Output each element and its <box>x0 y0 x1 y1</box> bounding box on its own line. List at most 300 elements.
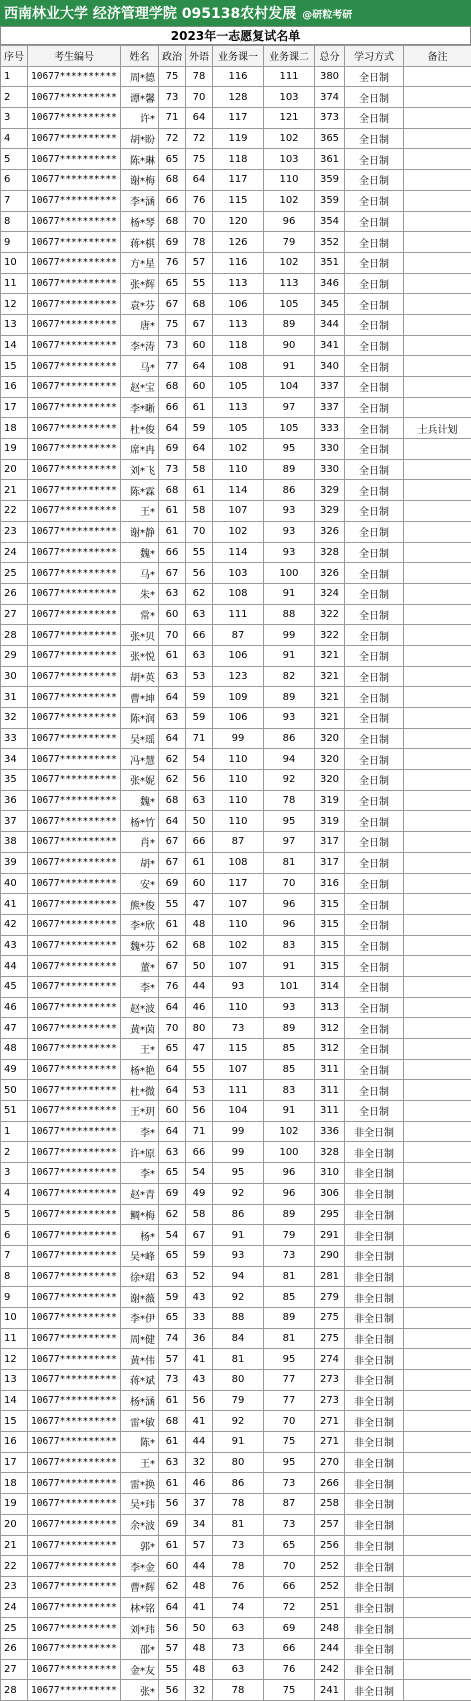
cell-course2: 83 <box>264 935 315 956</box>
cell-id: 10677********** <box>28 418 121 439</box>
cell-course2: 66 <box>264 1576 315 1597</box>
cell-seq: 42 <box>1 914 28 935</box>
cell-seq: 10 <box>1 252 28 273</box>
cell-course2: 101 <box>264 976 315 997</box>
cell-language: 66 <box>186 832 213 853</box>
cell-name: 杨*琴 <box>121 211 159 232</box>
cell-name: 李*欣 <box>121 914 159 935</box>
cell-seq: 20 <box>1 1514 28 1535</box>
table-row <box>1 149 471 170</box>
cell-politics: 66 <box>159 542 186 563</box>
table-row <box>1 1080 471 1101</box>
cell-politics: 60 <box>159 1556 186 1577</box>
cell-language: 52 <box>186 1266 213 1287</box>
cell-id: 10677********** <box>28 377 121 398</box>
cell-id: 10677********** <box>28 563 121 584</box>
cell-course2: 73 <box>264 1473 315 1494</box>
cell-course2: 78 <box>264 790 315 811</box>
cell-course1: 88 <box>213 1307 264 1328</box>
cell-course1: 115 <box>213 190 264 211</box>
cell-note <box>404 1638 471 1659</box>
cell-total: 361 <box>315 149 345 170</box>
cell-language: 70 <box>186 87 213 108</box>
cell-politics: 66 <box>159 397 186 418</box>
table-row <box>1 1142 471 1163</box>
table-row <box>1 625 471 646</box>
cell-name: 吴*瑶 <box>121 728 159 749</box>
cell-language: 58 <box>186 501 213 522</box>
table-row <box>1 1411 471 1432</box>
cell-note <box>404 1142 471 1163</box>
cell-mode: 非全日制 <box>345 1183 404 1204</box>
cell-politics: 77 <box>159 356 186 377</box>
cell-mode: 全日制 <box>345 790 404 811</box>
cell-politics: 70 <box>159 1018 186 1039</box>
cell-note <box>404 1266 471 1287</box>
cell-note <box>404 149 471 170</box>
cell-mode: 全日制 <box>345 749 404 770</box>
cell-seq: 22 <box>1 1556 28 1577</box>
cell-course2: 79 <box>264 232 315 253</box>
cell-mode: 全日制 <box>345 66 404 87</box>
cell-mode: 全日制 <box>345 335 404 356</box>
cell-seq: 30 <box>1 666 28 687</box>
cell-seq: 13 <box>1 314 28 335</box>
cell-note <box>404 832 471 853</box>
cell-mode: 全日制 <box>345 377 404 398</box>
cell-seq: 17 <box>1 1452 28 1473</box>
cell-name: 杜*俊 <box>121 418 159 439</box>
cell-id: 10677********** <box>28 645 121 666</box>
cell-id: 10677********** <box>28 1494 121 1515</box>
cell-total: 291 <box>315 1225 345 1246</box>
cell-language: 41 <box>186 1597 213 1618</box>
cell-course2: 66 <box>264 1638 315 1659</box>
cell-language: 61 <box>186 397 213 418</box>
cell-name: 雷*换 <box>121 1473 159 1494</box>
table-row <box>1 1432 471 1453</box>
table-row <box>1 997 471 1018</box>
cell-course1: 99 <box>213 1142 264 1163</box>
table-row <box>1 190 471 211</box>
cell-name: 黄*茵 <box>121 1018 159 1039</box>
cell-course1: 107 <box>213 501 264 522</box>
cell-language: 47 <box>186 1039 213 1060</box>
cell-seq: 12 <box>1 294 28 315</box>
cell-id: 10677********** <box>28 87 121 108</box>
cell-seq: 44 <box>1 956 28 977</box>
table-row <box>1 935 471 956</box>
cell-seq: 25 <box>1 563 28 584</box>
cell-name: 冯*慧 <box>121 749 159 770</box>
cell-seq: 21 <box>1 480 28 501</box>
column-header-mode: 学习方式 <box>345 46 404 67</box>
cell-course2: 121 <box>264 108 315 129</box>
cell-mode: 全日制 <box>345 211 404 232</box>
table-row <box>1 790 471 811</box>
cell-id: 10677********** <box>28 252 121 273</box>
cell-name: 邵* <box>121 1638 159 1659</box>
cell-politics: 69 <box>159 232 186 253</box>
cell-total: 317 <box>315 832 345 853</box>
cell-seq: 16 <box>1 1432 28 1453</box>
cell-language: 71 <box>186 728 213 749</box>
table-row <box>1 273 471 294</box>
cell-total: 306 <box>315 1183 345 1204</box>
cell-language: 44 <box>186 976 213 997</box>
table-row <box>1 542 471 563</box>
cell-politics: 63 <box>159 583 186 604</box>
cell-course1: 105 <box>213 377 264 398</box>
column-header-name: 姓名 <box>121 46 159 67</box>
cell-name: 谢*薇 <box>121 1287 159 1308</box>
cell-mode: 非全日制 <box>345 1307 404 1328</box>
candidate-table <box>0 45 471 1701</box>
cell-language: 53 <box>186 1080 213 1101</box>
cell-id: 10677********** <box>28 1659 121 1680</box>
cell-language: 43 <box>186 1370 213 1391</box>
cell-language: 66 <box>186 1142 213 1163</box>
cell-course1: 102 <box>213 439 264 460</box>
cell-course1: 108 <box>213 583 264 604</box>
cell-note <box>404 1204 471 1225</box>
cell-mode: 全日制 <box>345 873 404 894</box>
cell-mode: 非全日制 <box>345 1494 404 1515</box>
table-row <box>1 770 471 791</box>
cell-total: 337 <box>315 377 345 398</box>
cell-course2: 88 <box>264 604 315 625</box>
cell-seq: 26 <box>1 583 28 604</box>
cell-note <box>404 377 471 398</box>
cell-language: 67 <box>186 314 213 335</box>
cell-seq: 47 <box>1 1018 28 1039</box>
cell-mode: 非全日制 <box>345 1597 404 1618</box>
cell-note <box>404 1514 471 1535</box>
cell-mode: 全日制 <box>345 708 404 729</box>
cell-course1: 76 <box>213 1576 264 1597</box>
cell-course1: 107 <box>213 1059 264 1080</box>
cell-course2: 91 <box>264 1101 315 1122</box>
cell-course2: 102 <box>264 128 315 149</box>
cell-note <box>404 521 471 542</box>
cell-seq: 19 <box>1 439 28 460</box>
cell-total: 314 <box>315 976 345 997</box>
cell-id: 10677********** <box>28 1225 121 1246</box>
cell-id: 10677********** <box>28 1101 121 1122</box>
cell-id: 10677********** <box>28 728 121 749</box>
cell-course1: 63 <box>213 1618 264 1639</box>
table-row <box>1 1597 471 1618</box>
cell-name: 王* <box>121 1039 159 1060</box>
cell-course1: 73 <box>213 1638 264 1659</box>
cell-name: 朱* <box>121 583 159 604</box>
cell-language: 59 <box>186 418 213 439</box>
cell-id: 10677********** <box>28 1183 121 1204</box>
cell-name: 余*波 <box>121 1514 159 1535</box>
cell-course1: 123 <box>213 666 264 687</box>
cell-course1: 92 <box>213 1183 264 1204</box>
cell-total: 330 <box>315 439 345 460</box>
column-header-id: 考生编号 <box>28 46 121 67</box>
cell-course1: 93 <box>213 976 264 997</box>
cell-language: 61 <box>186 852 213 873</box>
table-row <box>1 108 471 129</box>
cell-total: 330 <box>315 459 345 480</box>
cell-politics: 57 <box>159 1638 186 1659</box>
cell-name: 黄*伟 <box>121 1349 159 1370</box>
cell-seq: 1 <box>1 1121 28 1142</box>
cell-language: 58 <box>186 1204 213 1225</box>
cell-id: 10677********** <box>28 1576 121 1597</box>
cell-course1: 73 <box>213 1535 264 1556</box>
cell-course1: 73 <box>213 1018 264 1039</box>
cell-mode: 全日制 <box>345 770 404 791</box>
cell-course2: 87 <box>264 1494 315 1515</box>
cell-mode: 非全日制 <box>345 1411 404 1432</box>
cell-mode: 全日制 <box>345 625 404 646</box>
cell-course1: 110 <box>213 997 264 1018</box>
cell-note <box>404 728 471 749</box>
column-header-note: 备注 <box>404 46 471 67</box>
cell-course2: 75 <box>264 1680 315 1701</box>
cell-id: 10677********** <box>28 997 121 1018</box>
cell-id: 10677********** <box>28 976 121 997</box>
cell-language: 50 <box>186 956 213 977</box>
cell-note <box>404 480 471 501</box>
cell-politics: 65 <box>159 149 186 170</box>
cell-language: 59 <box>186 687 213 708</box>
cell-mode: 全日制 <box>345 356 404 377</box>
cell-note <box>404 1183 471 1204</box>
cell-politics: 67 <box>159 832 186 853</box>
cell-course1: 113 <box>213 397 264 418</box>
cell-mode: 非全日制 <box>345 1452 404 1473</box>
cell-mode: 非全日制 <box>345 1390 404 1411</box>
cell-course1: 94 <box>213 1266 264 1287</box>
table-row <box>1 314 471 335</box>
cell-note <box>404 1328 471 1349</box>
cell-mode: 非全日制 <box>345 1163 404 1184</box>
cell-name: 周*德 <box>121 66 159 87</box>
cell-politics: 68 <box>159 170 186 191</box>
cell-total: 380 <box>315 66 345 87</box>
cell-seq: 11 <box>1 273 28 294</box>
cell-mode: 非全日制 <box>345 1680 404 1701</box>
cell-course1: 63 <box>213 1659 264 1680</box>
cell-mode: 全日制 <box>345 170 404 191</box>
cell-seq: 34 <box>1 749 28 770</box>
cell-language: 50 <box>186 1618 213 1639</box>
cell-note <box>404 459 471 480</box>
cell-id: 10677********** <box>28 832 121 853</box>
table-row <box>1 232 471 253</box>
cell-language: 55 <box>186 1059 213 1080</box>
cell-id: 10677********** <box>28 1411 121 1432</box>
cell-course2: 75 <box>264 1432 315 1453</box>
cell-mode: 全日制 <box>345 563 404 584</box>
cell-note <box>404 1080 471 1101</box>
cell-language: 48 <box>186 1576 213 1597</box>
table-row <box>1 666 471 687</box>
cell-language: 54 <box>186 749 213 770</box>
cell-course2: 111 <box>264 66 315 87</box>
cell-course2: 77 <box>264 1390 315 1411</box>
cell-course1: 110 <box>213 459 264 480</box>
cell-total: 310 <box>315 1163 345 1184</box>
cell-total: 344 <box>315 314 345 335</box>
cell-language: 64 <box>186 356 213 377</box>
cell-course2: 69 <box>264 1618 315 1639</box>
table-row <box>1 1266 471 1287</box>
cell-seq: 12 <box>1 1349 28 1370</box>
cell-total: 313 <box>315 997 345 1018</box>
cell-id: 10677********** <box>28 1597 121 1618</box>
cell-id: 10677********** <box>28 666 121 687</box>
cell-total: 345 <box>315 294 345 315</box>
cell-mode: 全日制 <box>345 894 404 915</box>
cell-id: 10677********** <box>28 1163 121 1184</box>
cell-seq: 39 <box>1 852 28 873</box>
cell-politics: 68 <box>159 480 186 501</box>
cell-seq: 17 <box>1 397 28 418</box>
cell-mode: 非全日制 <box>345 1266 404 1287</box>
cell-course1: 86 <box>213 1473 264 1494</box>
cell-id: 10677********** <box>28 852 121 873</box>
cell-id: 10677********** <box>28 749 121 770</box>
cell-id: 10677********** <box>28 604 121 625</box>
cell-total: 271 <box>315 1411 345 1432</box>
cell-total: 315 <box>315 894 345 915</box>
table-row <box>1 294 471 315</box>
cell-course2: 70 <box>264 1411 315 1432</box>
cell-name: 杨* <box>121 1225 159 1246</box>
cell-course2: 96 <box>264 211 315 232</box>
cell-politics: 63 <box>159 1452 186 1473</box>
cell-id: 10677********** <box>28 1514 121 1535</box>
cell-course2: 104 <box>264 377 315 398</box>
cell-seq: 18 <box>1 418 28 439</box>
cell-name: 赵*青 <box>121 1183 159 1204</box>
cell-course2: 89 <box>264 1018 315 1039</box>
cell-id: 10677********** <box>28 811 121 832</box>
cell-id: 10677********** <box>28 314 121 335</box>
cell-mode: 非全日制 <box>345 1142 404 1163</box>
cell-note <box>404 956 471 977</box>
cell-name: 许*原 <box>121 1142 159 1163</box>
cell-seq: 5 <box>1 1204 28 1225</box>
cell-course2: 91 <box>264 645 315 666</box>
cell-note <box>404 1349 471 1370</box>
table-row <box>1 1204 471 1225</box>
cell-course2: 85 <box>264 1287 315 1308</box>
cell-course2: 77 <box>264 1370 315 1391</box>
cell-course2: 102 <box>264 252 315 273</box>
cell-id: 10677********** <box>28 956 121 977</box>
cell-total: 273 <box>315 1390 345 1411</box>
cell-name: 袁*芬 <box>121 294 159 315</box>
cell-note <box>404 108 471 129</box>
cell-course2: 103 <box>264 149 315 170</box>
cell-name: 董* <box>121 956 159 977</box>
cell-politics: 69 <box>159 1514 186 1535</box>
cell-id: 10677********** <box>28 66 121 87</box>
cell-mode: 全日制 <box>345 811 404 832</box>
cell-note <box>404 1494 471 1515</box>
cell-course1: 102 <box>213 935 264 956</box>
cell-note <box>404 128 471 149</box>
cell-course2: 89 <box>264 459 315 480</box>
cell-language: 33 <box>186 1307 213 1328</box>
cell-mode: 全日制 <box>345 542 404 563</box>
cell-note <box>404 1307 471 1328</box>
column-header-politics: 政治 <box>159 46 186 67</box>
cell-id: 10677********** <box>28 542 121 563</box>
cell-course2: 65 <box>264 1535 315 1556</box>
table-row <box>1 1163 471 1184</box>
cell-politics: 69 <box>159 439 186 460</box>
table-row <box>1 66 471 87</box>
cell-name: 肖* <box>121 832 159 853</box>
cell-seq: 45 <box>1 976 28 997</box>
cell-course1: 91 <box>213 1432 264 1453</box>
cell-seq: 3 <box>1 1163 28 1184</box>
cell-id: 10677********** <box>28 1245 121 1266</box>
cell-note <box>404 997 471 1018</box>
cell-mode: 非全日制 <box>345 1514 404 1535</box>
cell-course1: 81 <box>213 1349 264 1370</box>
cell-seq: 24 <box>1 542 28 563</box>
cell-name: 张*贝 <box>121 625 159 646</box>
cell-note <box>404 1680 471 1701</box>
cell-note <box>404 770 471 791</box>
cell-note <box>404 356 471 377</box>
cell-id: 10677********** <box>28 708 121 729</box>
table-row <box>1 1121 471 1142</box>
cell-mode: 全日制 <box>345 397 404 418</box>
cell-name: 张* <box>121 1680 159 1701</box>
cell-course1: 78 <box>213 1680 264 1701</box>
column-header-language: 外语 <box>186 46 213 67</box>
cell-seq: 9 <box>1 1287 28 1308</box>
cell-name: 陈*润 <box>121 708 159 729</box>
cell-name: 李*伊 <box>121 1307 159 1328</box>
cell-note <box>404 563 471 584</box>
cell-politics: 55 <box>159 1659 186 1680</box>
cell-name: 许* <box>121 108 159 129</box>
cell-total: 241 <box>315 1680 345 1701</box>
cell-note <box>404 749 471 770</box>
cell-language: 44 <box>186 1556 213 1577</box>
cell-id: 10677********** <box>28 501 121 522</box>
cell-name: 吴*玮 <box>121 1494 159 1515</box>
cell-language: 63 <box>186 645 213 666</box>
cell-note <box>404 935 471 956</box>
cell-politics: 65 <box>159 1039 186 1060</box>
cell-id: 10677********** <box>28 1287 121 1308</box>
cell-mode: 全日制 <box>345 935 404 956</box>
cell-seq: 24 <box>1 1597 28 1618</box>
cell-course2: 92 <box>264 770 315 791</box>
cell-politics: 73 <box>159 87 186 108</box>
cell-politics: 73 <box>159 335 186 356</box>
table-row <box>1 480 471 501</box>
cell-mode: 全日制 <box>345 1059 404 1080</box>
cell-language: 76 <box>186 190 213 211</box>
cell-course1: 102 <box>213 521 264 542</box>
cell-mode: 非全日制 <box>345 1432 404 1453</box>
cell-politics: 64 <box>159 1059 186 1080</box>
cell-course1: 80 <box>213 1452 264 1473</box>
